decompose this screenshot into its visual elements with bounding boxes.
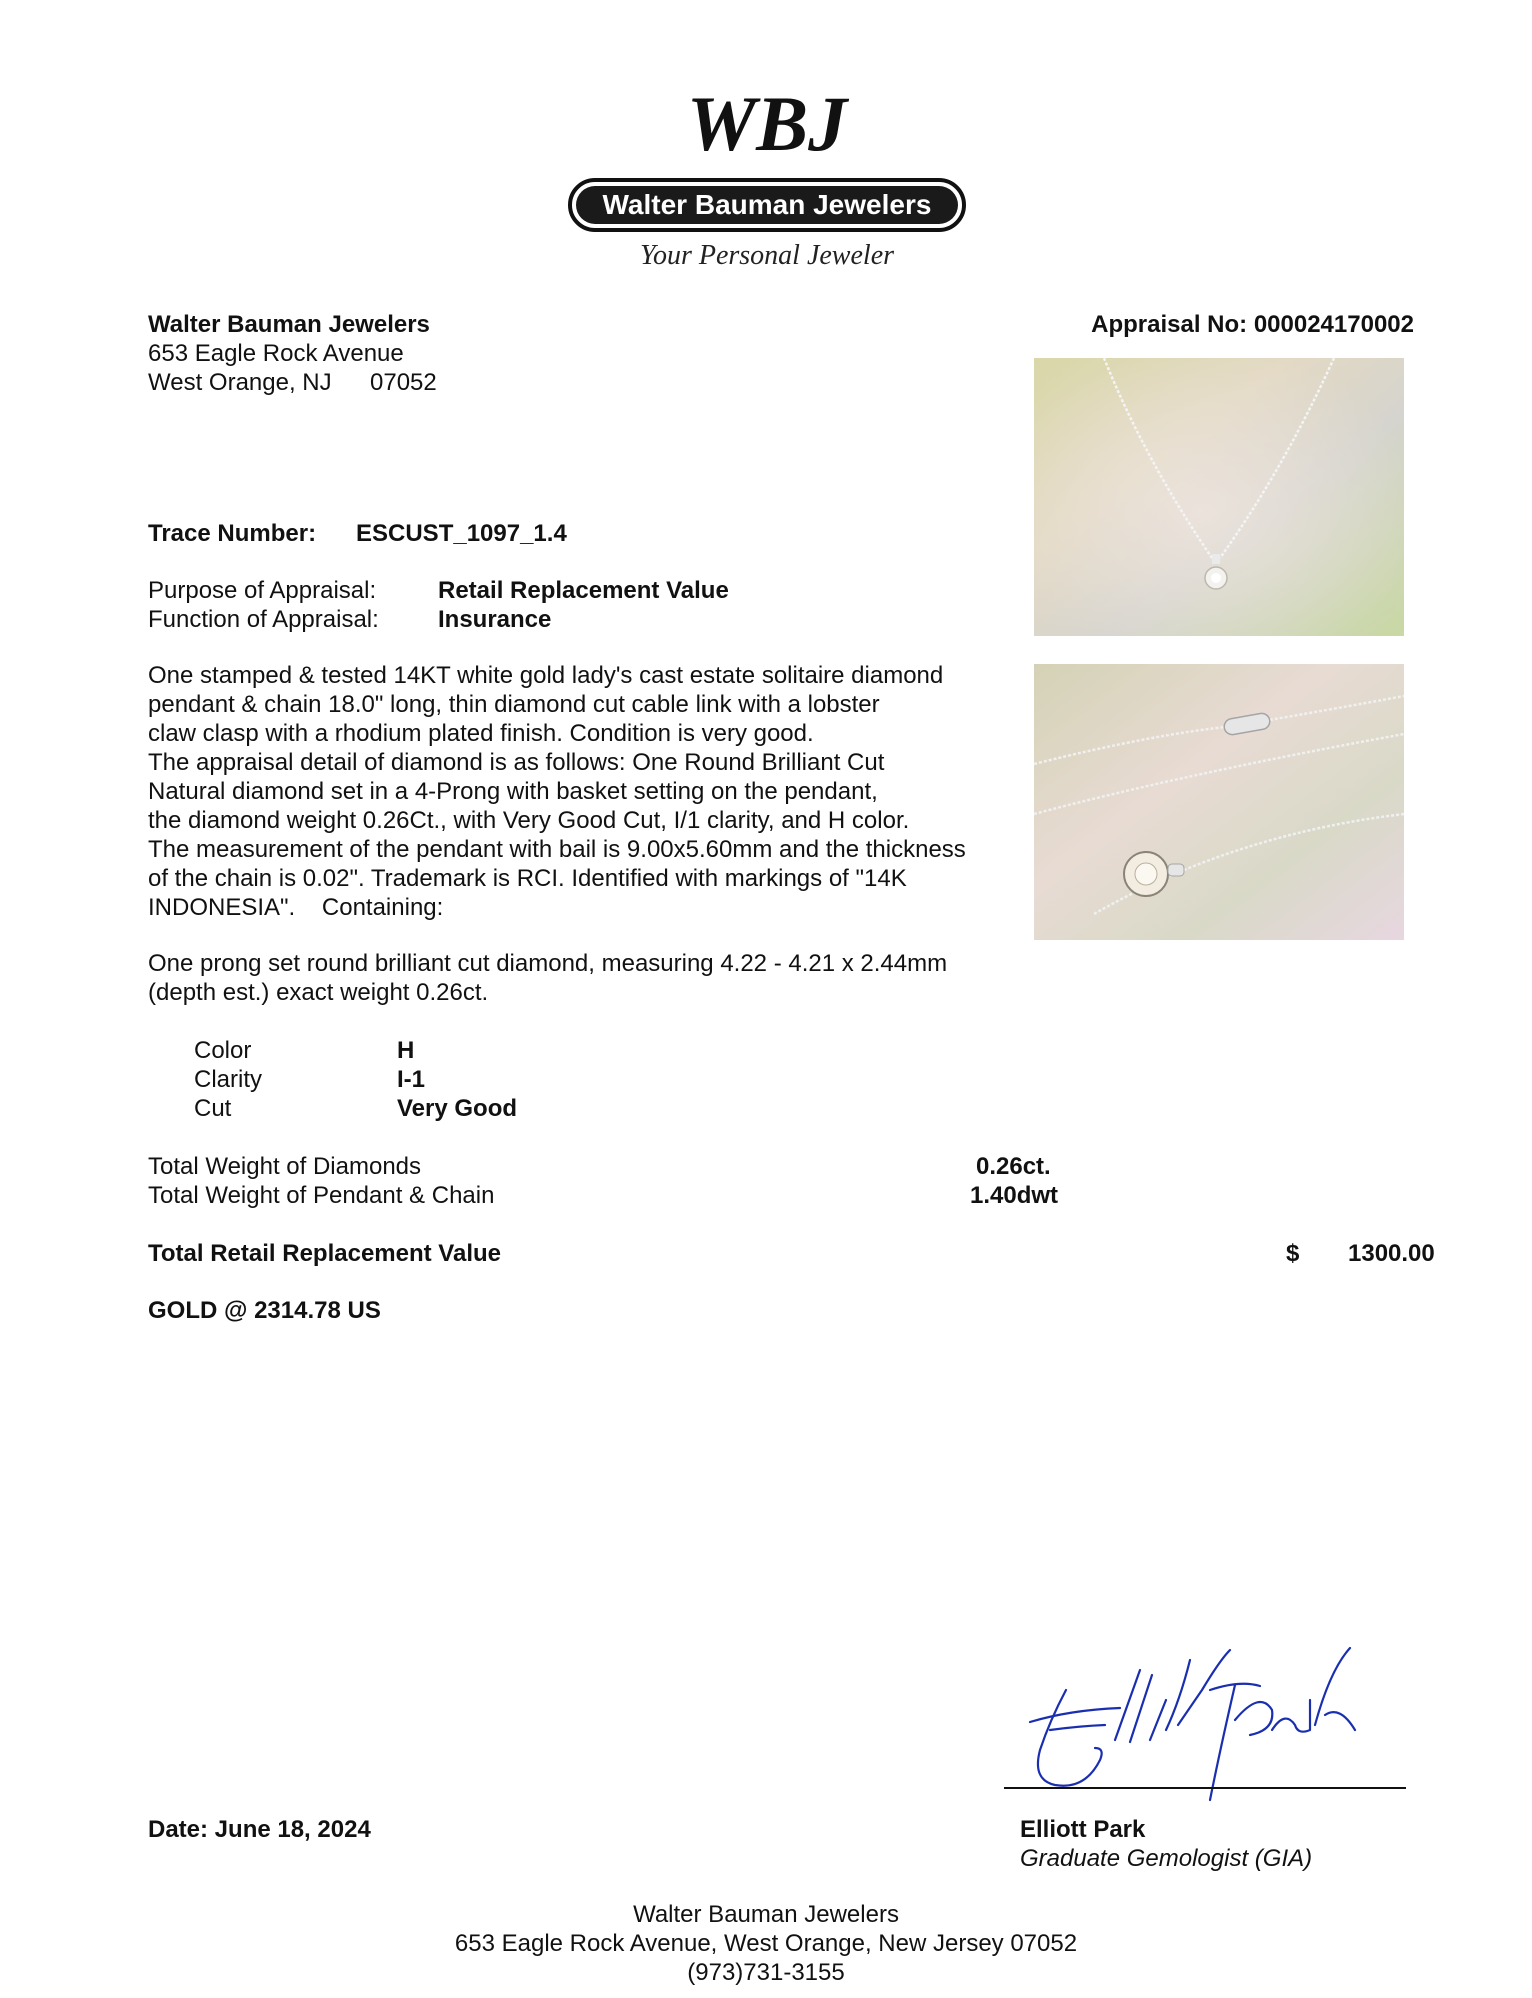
total-weight-diamonds-label: Total Weight of Diamonds	[148, 1153, 422, 1180]
logo-name: Walter Bauman Jewelers	[602, 189, 932, 220]
company-logo	[562, 70, 972, 275]
signer-title: Graduate Gemologist (GIA)	[1020, 1845, 1313, 1872]
trace-number-label: Trace Number:	[148, 520, 317, 547]
company-city-state: West Orange, NJ	[148, 369, 332, 396]
purpose-value: Retail Replacement Value	[438, 577, 729, 604]
description-line: Natural diamond set in a 4-Prong with basket setting on the pendant,	[148, 778, 878, 805]
gold-price: GOLD @ 2314.78 US	[148, 1297, 381, 1324]
diamond-description	[148, 949, 947, 1007]
description-line: INDONESIA". Containing:	[148, 894, 444, 921]
description-line: of the chain is 0.02". Trademark is RCI. Identified with markings of "14K	[148, 865, 907, 892]
currency-symbol: $	[1286, 1240, 1300, 1267]
signature-line	[1004, 1787, 1406, 1789]
company-name: Walter Bauman Jewelers	[148, 311, 430, 338]
clarity-label: Clarity	[194, 1066, 263, 1093]
total-retail-value: 1300.00	[1348, 1240, 1435, 1267]
purpose-label: Purpose of Appraisal:	[148, 577, 377, 604]
logo-graphic	[562, 70, 972, 275]
total-weight-diamonds-value: 0.26ct.	[976, 1153, 1051, 1180]
appraisal-number: Appraisal No: 000024170002	[1091, 311, 1414, 338]
company-address: 653 Eagle Rock Avenue	[148, 340, 404, 367]
function-label: Function of Appraisal:	[148, 606, 379, 633]
description-line: The measurement of the pendant with bail is 9.00x5.60mm and the thickness	[148, 836, 966, 863]
total-weight-pendant-label: Total Weight of Pendant & Chain	[148, 1182, 495, 1209]
description-line: The appraisal detail of diamond is as follows: One Round Brilliant Cut	[148, 749, 885, 776]
signer-name: Elliott Park	[1020, 1816, 1146, 1843]
diamond-line: (depth est.) exact weight 0.26ct.	[148, 979, 489, 1006]
clarity-value: I-1	[397, 1066, 426, 1093]
description-line: claw clasp with a rhodium plated finish. Condition is very good.	[148, 720, 814, 747]
total-weight-pendant-value: 1.40dwt	[970, 1182, 1059, 1209]
footer-phone: (973)731-3155	[687, 1959, 845, 1986]
logo-monogram: WBJ	[686, 80, 848, 167]
description-line: the diamond weight 0.26Ct., with Very Good Cut, I/1 clarity, and H color.	[148, 807, 910, 834]
chain-clasp-photo	[1034, 664, 1404, 940]
description-line: One stamped & tested 14KT white gold lady's cast estate solitaire diamond	[148, 662, 944, 689]
cut-label: Cut	[194, 1095, 232, 1122]
function-value: Insurance	[438, 606, 552, 633]
total-retail-value-label: Total Retail Replacement Value	[148, 1240, 502, 1267]
color-label: Color	[194, 1037, 252, 1064]
logo-tagline: Your Personal Jeweler	[639, 240, 895, 271]
item-description	[148, 661, 966, 922]
pendant-photo	[1034, 358, 1404, 636]
footer	[0, 1900, 1532, 1987]
diamond-line: One prong set round brilliant cut diamond, measuring 4.22 - 4.21 x 2.44mm	[148, 950, 948, 977]
signature	[1010, 1630, 1370, 1810]
footer-company: Walter Bauman Jewelers	[633, 1901, 899, 1928]
company-zip: 07052	[370, 369, 437, 396]
color-value: H	[397, 1037, 415, 1064]
cut-value: Very Good	[397, 1095, 518, 1122]
appraisal-date: Date: June 18, 2024	[148, 1816, 371, 1843]
footer-address: 653 Eagle Rock Avenue, West Orange, New Jersey 07052	[454, 1930, 1078, 1957]
trace-number-value: ESCUST_1097_1.4	[356, 520, 567, 547]
description-line: pendant & chain 18.0" long, thin diamond cut cable link with a lobster	[148, 691, 880, 718]
